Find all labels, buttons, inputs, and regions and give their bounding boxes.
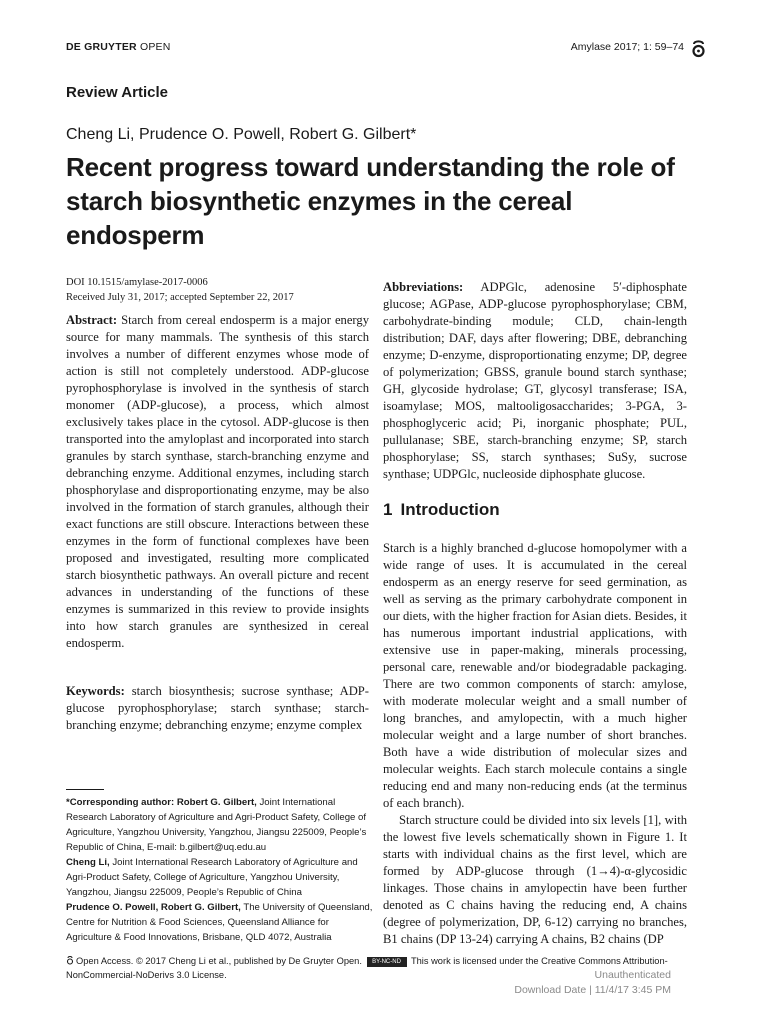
section-number: 1 bbox=[383, 500, 393, 519]
section-title: Introduction bbox=[400, 500, 500, 519]
footnote-divider bbox=[66, 789, 104, 790]
abbreviations bbox=[383, 279, 687, 483]
keywords-label: Keywords: bbox=[66, 684, 125, 698]
author-footnotes bbox=[66, 795, 376, 945]
article-title: Recent progress toward understanding the role of starch biosynthetic enzymes in the cereal endosperm bbox=[66, 152, 675, 250]
open-access-icon bbox=[690, 38, 707, 58]
footnote-powell-gilbert bbox=[66, 900, 376, 945]
keywords bbox=[66, 683, 369, 734]
open-access-icon bbox=[66, 955, 74, 965]
received-dates: Received July 31, 2017; accepted September 22, 2017 bbox=[66, 292, 294, 303]
license-rest: This work is licensed under the Creative Commons Attribution-NonCommercial-NoDerivs 3.0 License. bbox=[66, 956, 668, 980]
cc-license-badge[interactable]: BY-NC-ND bbox=[367, 957, 407, 967]
footnote-cheng-li bbox=[66, 855, 376, 900]
keywords-text: starch biosynthesis; sucrose synthase; ADP-glucose pyrophosphorylase; starch synthase; starch-branching enzyme; debranching enzyme; enzyme complex bbox=[66, 684, 369, 732]
doi-link[interactable]: DOI 10.1515/amylase-2017-0006 bbox=[66, 277, 208, 288]
download-date: Download Date | 11/4/17 3:45 PM bbox=[514, 984, 671, 996]
footnote-name: *Corresponding author: Robert G. Gilbert, bbox=[66, 797, 257, 808]
abstract-label: Abstract: bbox=[66, 313, 118, 327]
article-type: Review Article bbox=[66, 84, 168, 101]
publisher-name bbox=[66, 41, 171, 53]
abbreviations-text: ADPGlc, adenosine 5′-diphosphate glucose; AGPase, ADP-glucose pyrophosphorylase; CBM, carbohydrate-binding module; CLD, chain-length distribution; DAF, days after flowering; DBE, debranching enzyme; D-enzyme, disproportionating enzyme; DP, degree of polymerization; GBSS, granule bound starch synthase; GH, glycoside hydrolase; GT, glycosyl transferase; ISA, isoamylase; MOS, maltooligosaccharides; 3-PGA, 3-phosphoglyceric acid; Pi, inorganic phosphate; PUL, pullulanase; SBE, starch-branching enzyme; SP, starch phosphorylase; SS, starch synthases; SuSy, sucrose synthase; UDPGlc, nucleoside diphosphate glucose. bbox=[383, 280, 687, 481]
footnote-affiliation: The University of Queensland, Centre for Nutrition & Food Sciences, Queensland Alliance for Agriculture & Food Innovations, Brisbane, QLD 4072, Australia bbox=[66, 902, 373, 943]
footnote-name: Prudence O. Powell, Robert G. Gilbert, bbox=[66, 902, 241, 913]
journal-citation: Amylase 2017; 1: 59–74 bbox=[570, 41, 684, 53]
footnote-affiliation: Joint International Research Laboratory of Agriculture and Agri-Product Safety, College of Agriculture, Yangzhou University, Yangzhou, Jiangsu 225009, People’s Republic of China, E-mail: b.gilbert@uq.edu.au bbox=[66, 797, 367, 853]
license-lead: Open Access. © 2017 Cheng Li et al., published by De Gruyter Open. bbox=[76, 956, 362, 966]
paragraph: Starch structure could be divided into six levels [1], with the lowest five levels schematically shown in Figure 1. It starts with individual chains as the first level, which are formed by ADP-glucose through (1→4)-α-glycosidic linkages. Those chains in amylopectin have been further denoted as C chains having the reducing end, A chains (degree of polymerization, DP, 6-12) carrying no branches, B1 chains (DP 13-24) carrying A chains, B2 chains (DP bbox=[383, 813, 687, 946]
section-heading bbox=[383, 500, 508, 520]
footnote-affiliation: Joint International Research Laboratory of Agriculture and Agri-Product Safety, College of Agriculture, Yangzhou University, Yangzhou, Jiangsu 225009, People’s Republic of China bbox=[66, 857, 358, 898]
footnote-corresponding bbox=[66, 795, 376, 855]
auth-status: Unauthenticated bbox=[594, 969, 671, 981]
abstract-text: Starch from cereal endosperm is a major energy source for many mammals. The synthesis of this starch involves a number of different enzymes whose mode of action is still not completely understood. ADP-glucose pyrophosphorylase is involved in the synthesis of starch monomer (ADP-glucose), a process, which almost exclusively takes place in the cytosol. ADP-glucose is then transported into the amyloplast and incorporated into starch granules by starch synthase, starch-branching enzyme and debranching enzyme. Additional enzymes, including starch phosphorylase and disproportionating enzyme, may be also involved in the formation of starch granules, although their exact functions are still obscure. Interactions between these enzymes in the form of functional complexes have been proposed and investigated, resulting more complicated starch biosynthetic pathways. An overall picture and recent advances in understanding of the functions of these enzymes is summarized in this review to provide insights into how starch granules are synthesized in cereal endosperm. bbox=[66, 313, 369, 650]
introduction-body bbox=[383, 540, 687, 948]
doi-block bbox=[66, 275, 294, 305]
footnote-name: Cheng Li, bbox=[66, 857, 110, 868]
download-watermark bbox=[514, 968, 671, 998]
publisher-name-bold: DE GRUYTER bbox=[66, 41, 137, 53]
publisher-name-rest: OPEN bbox=[139, 41, 171, 53]
abstract bbox=[66, 312, 369, 652]
authors: Cheng Li, Prudence O. Powell, Robert G. Gilbert* bbox=[66, 126, 417, 143]
abbreviations-label: Abbreviations: bbox=[383, 280, 464, 294]
paragraph: Starch is a highly branched d-glucose homopolymer with a wide range of uses. It is accumulated in the cereal endosperm as an energy reserve for seed germination, as well as serving as the primary carbohydrate component in our diets, with the higher fraction for Asian diets. Besides, it has numerous important industrial applications, with extensive use in paper-making, minerals processing, personal care, renewable and/or biodegradable packaging. There are two common components of starch: amylose, with moderate molecular weight and a small number of long branches, and amylopectin, with a much higher molecular weight and a large number of short branches. Both have a wide distribution of molecular sizes and molecular weights. Each starch molecule contains a single reducing end and many non-reducing ends (at the terminus of each branch). bbox=[383, 541, 687, 810]
